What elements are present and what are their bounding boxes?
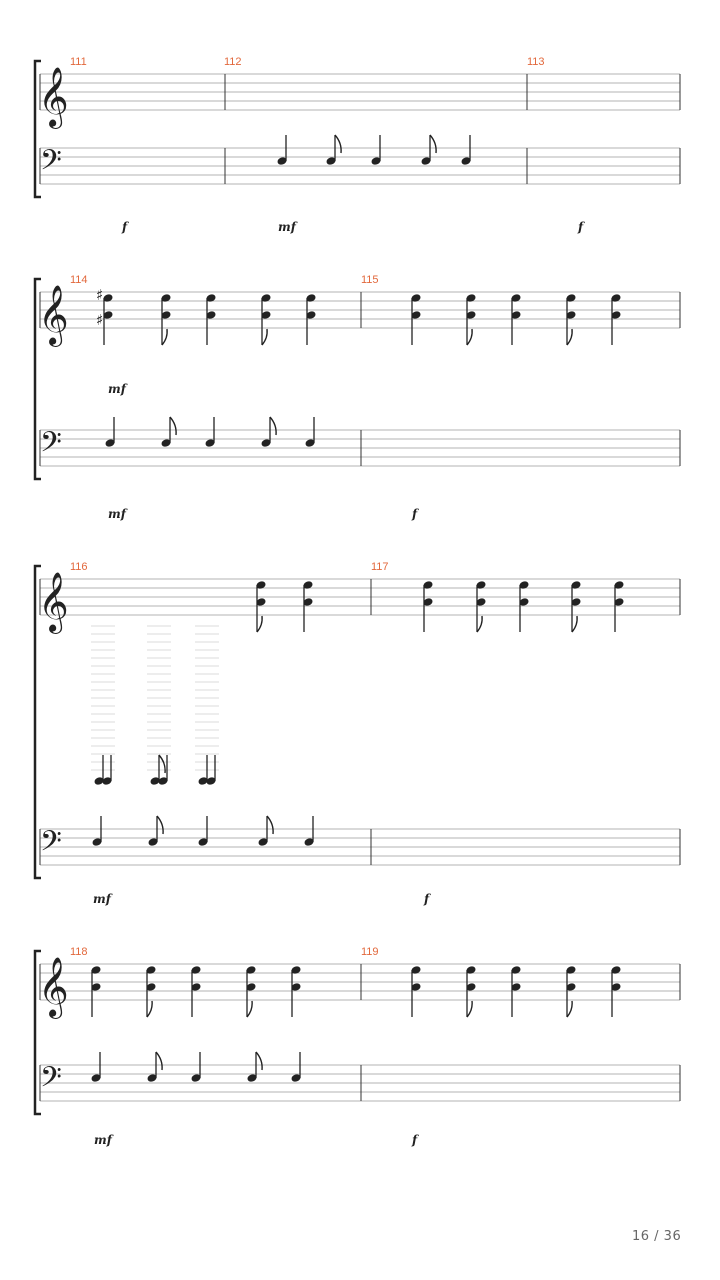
ledger-stack [147, 626, 171, 786]
bass-note [147, 816, 163, 847]
system-2 [35, 274, 680, 521]
dynamic-marking: f [578, 220, 584, 234]
bass-note [146, 1052, 162, 1083]
treble-staff [40, 292, 680, 328]
bass-note [257, 816, 273, 847]
dynamic-marking: f [122, 220, 128, 234]
bass-note [420, 135, 436, 166]
page-number: 16 / 36 [632, 1229, 682, 1244]
bass-staff [40, 829, 680, 865]
bass-note [91, 816, 102, 847]
system-4 [35, 946, 680, 1147]
bass-clef-icon: 𝄢 [40, 825, 62, 865]
bass-note [304, 417, 315, 448]
bass-note [303, 816, 314, 847]
dynamic-marking: f [424, 892, 430, 906]
dynamic-marking: f [412, 1133, 418, 1147]
measure-number: 111 [70, 56, 87, 68]
treble-staff [40, 74, 680, 110]
bass-clef-icon: 𝄢 [40, 1061, 62, 1101]
bass-note [104, 417, 115, 448]
measure-number: 116 [70, 561, 88, 573]
treble-clef-icon: 𝄞 [38, 285, 69, 345]
dynamic-marking: mf [108, 382, 126, 396]
bass-clef-icon: 𝄢 [40, 426, 62, 466]
bass-staff [40, 430, 680, 466]
sharp-icon: ♯ [96, 311, 104, 329]
measure-number: 117 [371, 561, 389, 573]
ledger-stack [195, 626, 219, 786]
measure-number: 114 [70, 274, 88, 286]
sharp-icon: ♯ [96, 286, 104, 304]
measure-number: 112 [224, 56, 242, 68]
dynamic-marking: mf [278, 220, 296, 234]
bass-staff [40, 148, 680, 184]
measure-number: 113 [527, 56, 545, 68]
bass-note [260, 417, 276, 448]
measure-number: 119 [361, 946, 379, 958]
bass-note [460, 135, 471, 166]
treble-staff [40, 579, 680, 615]
measure-number: 115 [361, 274, 379, 286]
bass-note [190, 1052, 201, 1083]
bass-note [370, 135, 381, 166]
treble-clef-icon: 𝄞 [38, 572, 69, 632]
bass-note [90, 1052, 101, 1083]
bass-staff [40, 1065, 680, 1101]
treble-staff [40, 964, 680, 1000]
bass-note [325, 135, 341, 166]
bass-note [197, 816, 208, 847]
system-1 [35, 56, 680, 234]
bass-note [204, 417, 215, 448]
dynamic-marking: mf [108, 507, 126, 521]
ledger-stack [91, 626, 115, 786]
bass-note [290, 1052, 301, 1083]
treble-clef-icon: 𝄞 [38, 957, 69, 1017]
dynamic-marking: mf [94, 1133, 112, 1147]
bass-clef-icon: 𝄢 [40, 144, 62, 184]
bass-note [276, 135, 287, 166]
measure-number: 118 [70, 946, 88, 958]
dynamic-marking: f [412, 507, 418, 521]
system-3 [35, 561, 680, 906]
dynamic-marking: mf [93, 892, 111, 906]
bass-note [160, 417, 176, 448]
treble-clef-icon: 𝄞 [38, 67, 69, 127]
bass-note [246, 1052, 262, 1083]
